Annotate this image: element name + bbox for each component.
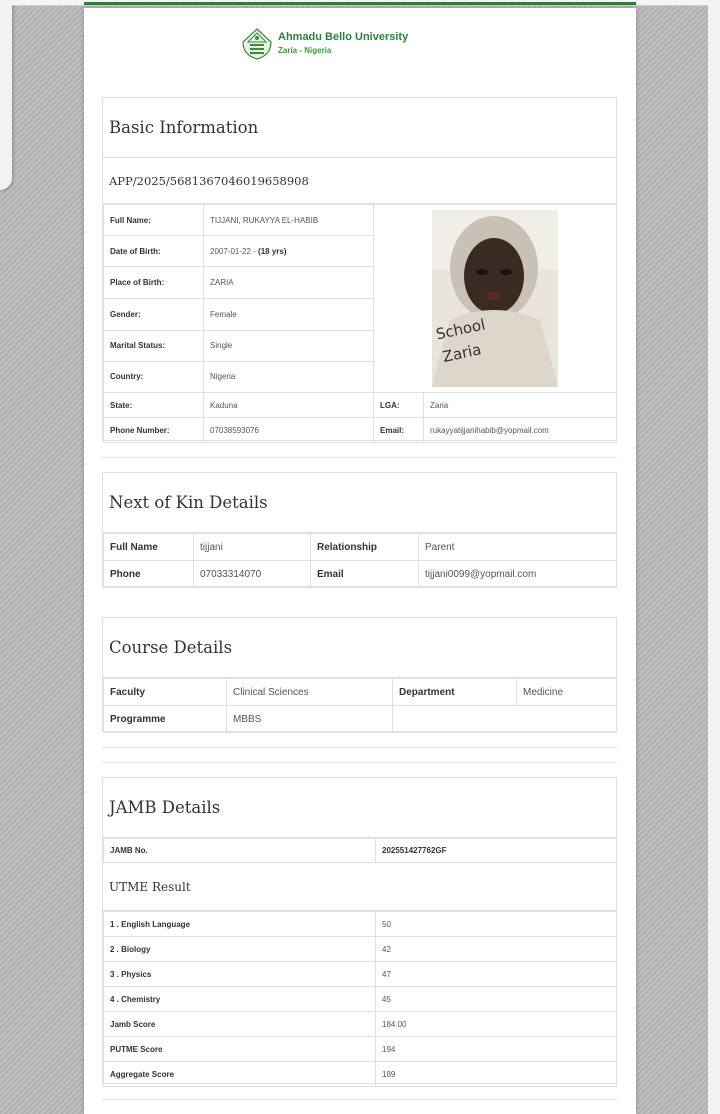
table-row xyxy=(104,962,617,987)
top-accent-bar xyxy=(84,2,636,5)
kin-full-name-label: Full Name xyxy=(104,534,194,561)
country-value: Nigeria xyxy=(204,361,374,392)
place-of-birth-value: ZARIA xyxy=(204,267,374,299)
application-number: APP/2025/5681367046019658908 xyxy=(103,158,616,204)
kin-email-value: tijjani0099@yopmail.com xyxy=(419,561,617,588)
programme-label: Programme xyxy=(104,706,227,733)
kin-relationship-value: Parent xyxy=(419,534,617,561)
table-row xyxy=(104,1012,617,1037)
photo-handwriting-2: Zaria xyxy=(440,340,483,367)
next-of-kin-table xyxy=(103,533,617,588)
table-row xyxy=(104,534,617,561)
kin-phone-value: 07033314070 xyxy=(194,561,311,588)
jamb-number-label: JAMB No. xyxy=(104,839,376,863)
basic-information-title: Basic Information xyxy=(103,98,616,158)
state-label: State: xyxy=(104,393,204,418)
right-frame-strip xyxy=(708,0,720,1114)
putme-score-label: PUTME Score xyxy=(104,1037,376,1062)
next-of-kin-title: Next of Kin Details xyxy=(103,473,616,533)
table-row xyxy=(104,839,617,863)
marital-status-value: Single xyxy=(204,330,374,361)
phone-number-value: 07038593076 xyxy=(204,418,374,443)
kin-full-name-value: tijjani xyxy=(194,534,311,561)
full-name-label: Full Name: xyxy=(104,205,204,236)
lga-value: Zaria xyxy=(424,393,617,418)
dob-value xyxy=(204,236,374,267)
department-label: Department xyxy=(393,679,517,706)
table-row xyxy=(104,987,617,1012)
dob-age: (18 yrs) xyxy=(258,246,287,256)
applicant-photo xyxy=(432,210,558,387)
next-of-kin-section xyxy=(102,472,617,587)
kin-relationship-label: Relationship xyxy=(311,534,419,561)
section-divider xyxy=(102,747,617,748)
table-row xyxy=(104,205,617,236)
subject-biology-score: 42 xyxy=(376,937,617,962)
subject-english-label: 1 . English Language xyxy=(104,912,376,937)
dob-label: Date of Birth: xyxy=(104,236,204,267)
university-header xyxy=(240,28,408,60)
gender-value: Female xyxy=(204,299,374,330)
faculty-label: Faculty xyxy=(104,679,227,706)
jamb-number-value: 202551427762GF xyxy=(376,839,617,863)
department-value: Medicine xyxy=(517,679,617,706)
place-of-birth-label: Place of Birth: xyxy=(104,267,204,299)
jamb-score-value: 184.00 xyxy=(376,1012,617,1037)
state-value: Kaduna xyxy=(204,393,374,418)
university-logo xyxy=(240,28,274,60)
phone-number-label: Phone Number: xyxy=(104,418,204,443)
utme-result-table xyxy=(103,911,617,1087)
section-divider xyxy=(102,762,617,763)
jamb-number-table xyxy=(103,838,617,863)
table-row xyxy=(104,706,617,733)
university-location: Zaria - Nigeria xyxy=(278,46,332,55)
section-divider xyxy=(102,1099,617,1100)
basic-info-table xyxy=(103,204,617,443)
subject-chemistry-label: 4 . Chemistry xyxy=(104,987,376,1012)
utme-result-title: UTME Result xyxy=(103,863,616,911)
putme-score-value: 194 xyxy=(376,1037,617,1062)
empty-cell xyxy=(393,706,617,733)
dob-date: 2007-01-22 - xyxy=(210,246,259,256)
jamb-details-section xyxy=(102,777,617,1084)
jamb-details-title: JAMB Details xyxy=(103,778,616,838)
basic-information-section xyxy=(102,97,617,441)
marital-status-label: Marital Status: xyxy=(104,330,204,361)
email-label: Email: xyxy=(374,418,424,443)
country-label: Country: xyxy=(104,361,204,392)
table-row xyxy=(104,1062,617,1087)
aggregate-score-label: Aggregate Score xyxy=(104,1062,376,1087)
table-row xyxy=(104,418,617,443)
programme-value: MBBS xyxy=(227,706,393,733)
table-row xyxy=(104,937,617,962)
document-page xyxy=(84,8,636,1114)
table-row xyxy=(104,679,617,706)
university-name: Ahmadu Bello University xyxy=(278,31,409,43)
lga-label: LGA: xyxy=(374,393,424,418)
table-row xyxy=(104,1037,617,1062)
subject-physics-label: 3 . Physics xyxy=(104,962,376,987)
jamb-score-label: Jamb Score xyxy=(104,1012,376,1037)
table-row xyxy=(104,393,617,418)
kin-phone-label: Phone xyxy=(104,561,194,588)
photo-cell xyxy=(374,205,617,393)
course-details-table xyxy=(103,678,617,733)
subject-chemistry-score: 45 xyxy=(376,987,617,1012)
table-row xyxy=(104,561,617,588)
subject-english-score: 50 xyxy=(376,912,617,937)
email-value: rukayyatijjanihabib@yopmail.com xyxy=(424,418,617,443)
photo-handwriting: School xyxy=(434,315,487,344)
left-frame-strip xyxy=(0,0,12,190)
table-row xyxy=(104,912,617,937)
kin-email-label: Email xyxy=(311,561,419,588)
subject-physics-score: 47 xyxy=(376,962,617,987)
aggregate-score-value: 189 xyxy=(376,1062,617,1087)
subject-biology-label: 2 . Biology xyxy=(104,937,376,962)
section-divider xyxy=(102,457,617,458)
full-name-value: TIJJANI, RUKAYYA EL-HABIB xyxy=(204,205,374,236)
gender-label: Gender: xyxy=(104,299,204,330)
course-details-title: Course Details xyxy=(103,618,616,678)
course-details-section xyxy=(102,617,617,732)
faculty-value: Clinical Sciences xyxy=(227,679,393,706)
